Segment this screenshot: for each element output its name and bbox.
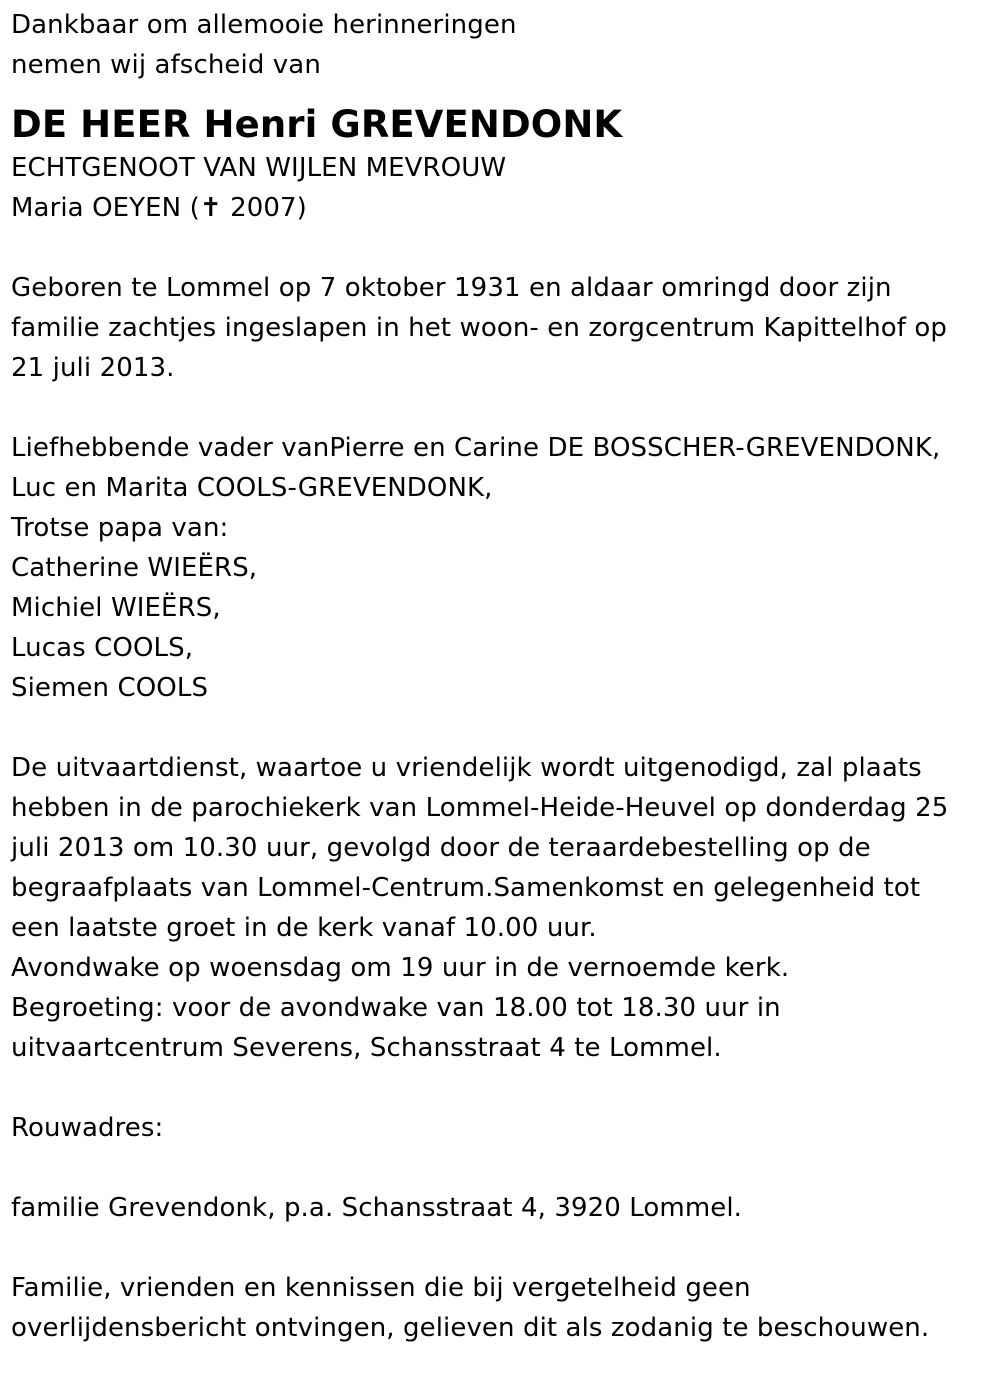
service-line: Avondwake op woensdag om 19 uur in de vernoemde kerk.	[11, 953, 790, 983]
family-line: Luc en Marita COOLS-GREVENDONK,	[11, 473, 493, 503]
spacer	[11, 1068, 991, 1108]
spacer	[11, 1148, 991, 1188]
intro-section	[11, 5, 991, 85]
closing-line: Familie, vrienden en kennissen die bij vergetelheid geen	[11, 1273, 751, 1303]
closing-section	[11, 1268, 991, 1348]
service-line: Begroeting: voor de avondwake van 18.00 tot 18.30 uur in	[11, 993, 781, 1023]
intro-line: Dankbaar om allemooie herinneringen	[11, 10, 517, 40]
service-line: juli 2013 om 10.30 uur, gevolgd door de teraardebestelling op de	[11, 833, 871, 863]
service-line: een laatste groet in de kerk vanaf 10.00 uur.	[11, 913, 597, 943]
birth-line: Geboren te Lommel op 7 oktober 1931 en aldaar omringd door zijn	[11, 273, 892, 303]
birth-section	[11, 268, 991, 388]
spacer	[11, 708, 991, 748]
family-section	[11, 428, 991, 708]
spouse-section	[11, 148, 991, 228]
address-value: familie Grevendonk, p.a. Schansstraat 4, 3920 Lommel.	[11, 1193, 743, 1223]
service-line: uitvaartcentrum Severens, Schansstraat 4 te Lommel.	[11, 1033, 722, 1063]
obituary-notice	[11, 5, 991, 1348]
spouse-line: Maria OEYEN (✝ 2007)	[11, 193, 307, 223]
grandchild-item: Catherine WIEËRS,	[11, 553, 258, 583]
service-section	[11, 748, 991, 1068]
spacer	[11, 1228, 991, 1268]
service-line: De uitvaartdienst, waartoe u vriendelijk wordt uitgenodigd, zal plaats	[11, 753, 922, 783]
birth-line: 21 juli 2013.	[11, 353, 175, 383]
spouse-line: ECHTGENOOT VAN WIJLEN MEVROUW	[11, 153, 507, 183]
spacer	[11, 228, 991, 268]
spacer	[11, 388, 991, 428]
family-line: Liefhebbende vader vanPierre en Carine DE BOSSCHER-GREVENDONK,	[11, 433, 941, 463]
deceased-name: DE HEER Henri GREVENDONK	[11, 103, 623, 146]
family-line: Trotse papa van:	[11, 513, 229, 543]
intro-line: nemen wij afscheid van	[11, 50, 321, 80]
birth-line: familie zachtjes ingeslapen in het woon- en zorgcentrum Kapittelhof op	[11, 313, 948, 343]
service-line: hebben in de parochiekerk van Lommel-Heide-Heuvel op donderdag 25	[11, 793, 949, 823]
service-line: begraafplaats van Lommel-Centrum.Samenkomst en gelegenheid tot	[11, 873, 921, 903]
address-label: Rouwadres:	[11, 1113, 164, 1143]
grandchild-item: Lucas COOLS,	[11, 633, 194, 663]
grandchild-item: Siemen COOLS	[11, 673, 209, 703]
grandchild-item: Michiel WIEËRS,	[11, 593, 221, 623]
closing-line: overlijdensbericht ontvingen, gelieven dit als zodanig te beschouwen.	[11, 1313, 930, 1343]
